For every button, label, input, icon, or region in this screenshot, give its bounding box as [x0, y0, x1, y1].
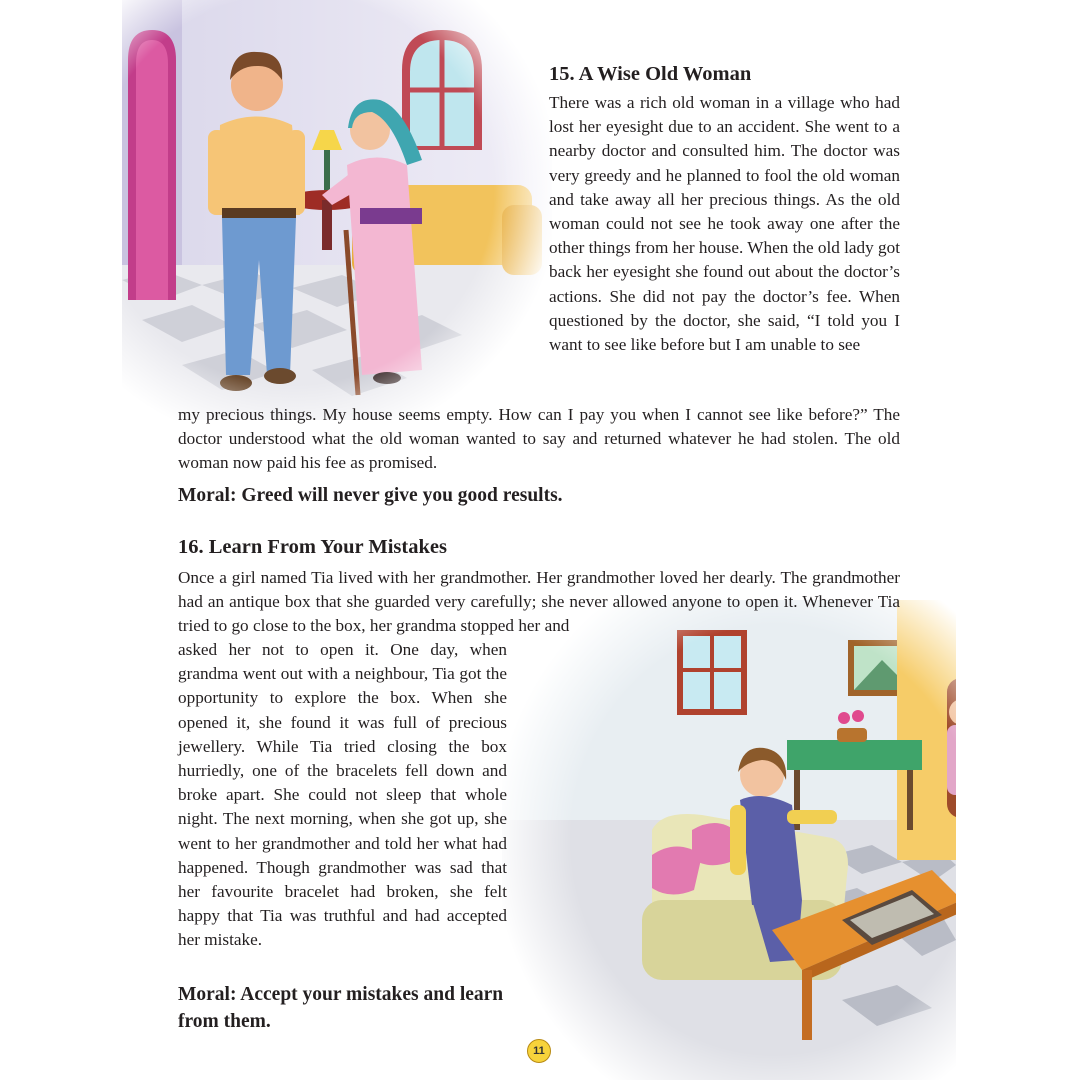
story-paragraph: Once a girl named Tia lived with her grandmother. Her grandmother loved her dearly. The grandmother had an antique box that she guarded very carefully; she never allowed anyone to open it. Whenever Tia tried to go close to the box, her grandma stopped her and [178, 568, 900, 636]
story-moral: Moral: Greed will never give you good results. [178, 485, 563, 506]
illustration-tia-and-grandmother [502, 600, 956, 1080]
story-paragraph-continued: my precious things. My house seems empty. How can I pay you when I cannot see like before?” The doctor understood what the old woman wanted to say and returned whatever he had stolen. The old woman now paid his fee as promised. [178, 405, 900, 473]
story-paragraph-continued: asked her not to open it. One day, when grandma went out with a neighbour, Tia got the opportunity to explore the box. When she opened it, she found it was full of precious jewellery. While Tia tried closing the box hurriedly, one of the bracelets fell down and broke apart. She could not sleep that whole night. The next morning, when she got up, she went to her grandmother and told her what had happened. Though grandmother was sad that her favourite bracelet had broken, she felt happy that Tia was truthful and had accepted her mistake. [178, 640, 507, 950]
page-number: 11 [527, 1039, 551, 1063]
story-moral: Moral: Accept your mistakes and learn from them. [178, 984, 504, 1032]
book-page [122, 0, 956, 1080]
story-paragraph: There was a rich old woman in a village who had lost her eyesight due to an accident. She went to a nearby doctor and consulted him. The doctor was very greedy and he planned to fool the old woman and take away all her precious things. As the old woman could not see he took away one after the other things from her house. When the old lady got back her eyesight she found out about the doctor’s actions. She did not pay the doctor’s fee. When questioned by the doctor, she said, “I told you I want to see like before but I am unable to see [549, 93, 901, 355]
story-title: 16. Learn From Your Mistakes [178, 536, 447, 558]
illustration-doctor-and-old-woman [122, 0, 552, 420]
story-title: 15. A Wise Old Woman [549, 63, 752, 85]
